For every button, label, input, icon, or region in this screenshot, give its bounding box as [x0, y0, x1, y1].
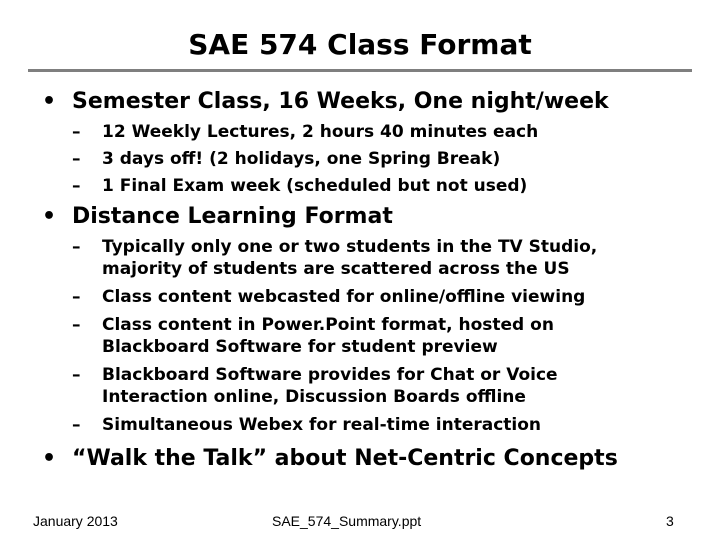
dash-marker: –	[72, 122, 81, 142]
bullet-text: Semester Class, 16 Weeks, One night/week	[72, 89, 609, 114]
slide-title: SAE 574 Class Format	[188, 28, 532, 61]
dash-marker: –	[72, 149, 81, 169]
bullet-marker: •	[42, 204, 57, 229]
dash-marker: –	[72, 315, 81, 335]
sub-item-text: Blackboard Software provides for Chat or Voice Interaction online, Discussion Boards offline	[102, 365, 558, 407]
footer-date: January 2013	[33, 513, 118, 529]
sub-item-text: Typically only one or two students in the TV Studio, majority of students are scattered across the US	[102, 237, 598, 279]
sub-item-text: 1 Final Exam week (scheduled but not used)	[102, 176, 528, 196]
sub-item-text: 3 days off! (2 holidays, one Spring Break)	[102, 149, 501, 169]
sub-item-days-off	[72, 148, 632, 170]
dash-marker: –	[72, 287, 81, 307]
sub-item-text: 12 Weekly Lectures, 2 hours 40 minutes each	[102, 122, 539, 142]
sub-item-webex	[72, 414, 632, 436]
sub-item-tv-studio	[72, 236, 632, 280]
sub-item-blackboard	[72, 364, 632, 408]
bullet-text: “Walk the Talk” about Net-Centric Concepts	[72, 446, 618, 471]
sub-item-powerpoint	[72, 314, 632, 358]
sub-item-weekly-lectures	[72, 121, 632, 143]
dash-marker: –	[72, 237, 81, 257]
sub-item-text: Class content in Power.Point format, hosted on Blackboard Software for student preview	[102, 315, 554, 357]
dash-marker: –	[72, 176, 81, 196]
bullet-marker: •	[42, 89, 57, 114]
sub-item-text: Simultaneous Webex for real-time interaction	[102, 415, 542, 435]
sub-item-webcasted	[72, 286, 632, 308]
dash-marker: –	[72, 415, 81, 435]
sub-item-final-exam	[72, 175, 632, 197]
footer-filename: SAE_574_Summary.ppt	[272, 513, 422, 529]
bullet-marker: •	[42, 446, 57, 471]
dash-marker: –	[72, 365, 81, 385]
sub-item-text: Class content webcasted for online/offline viewing	[102, 287, 586, 307]
footer-page-number: 3	[666, 513, 674, 529]
bullet-text: Distance Learning Format	[72, 204, 393, 229]
